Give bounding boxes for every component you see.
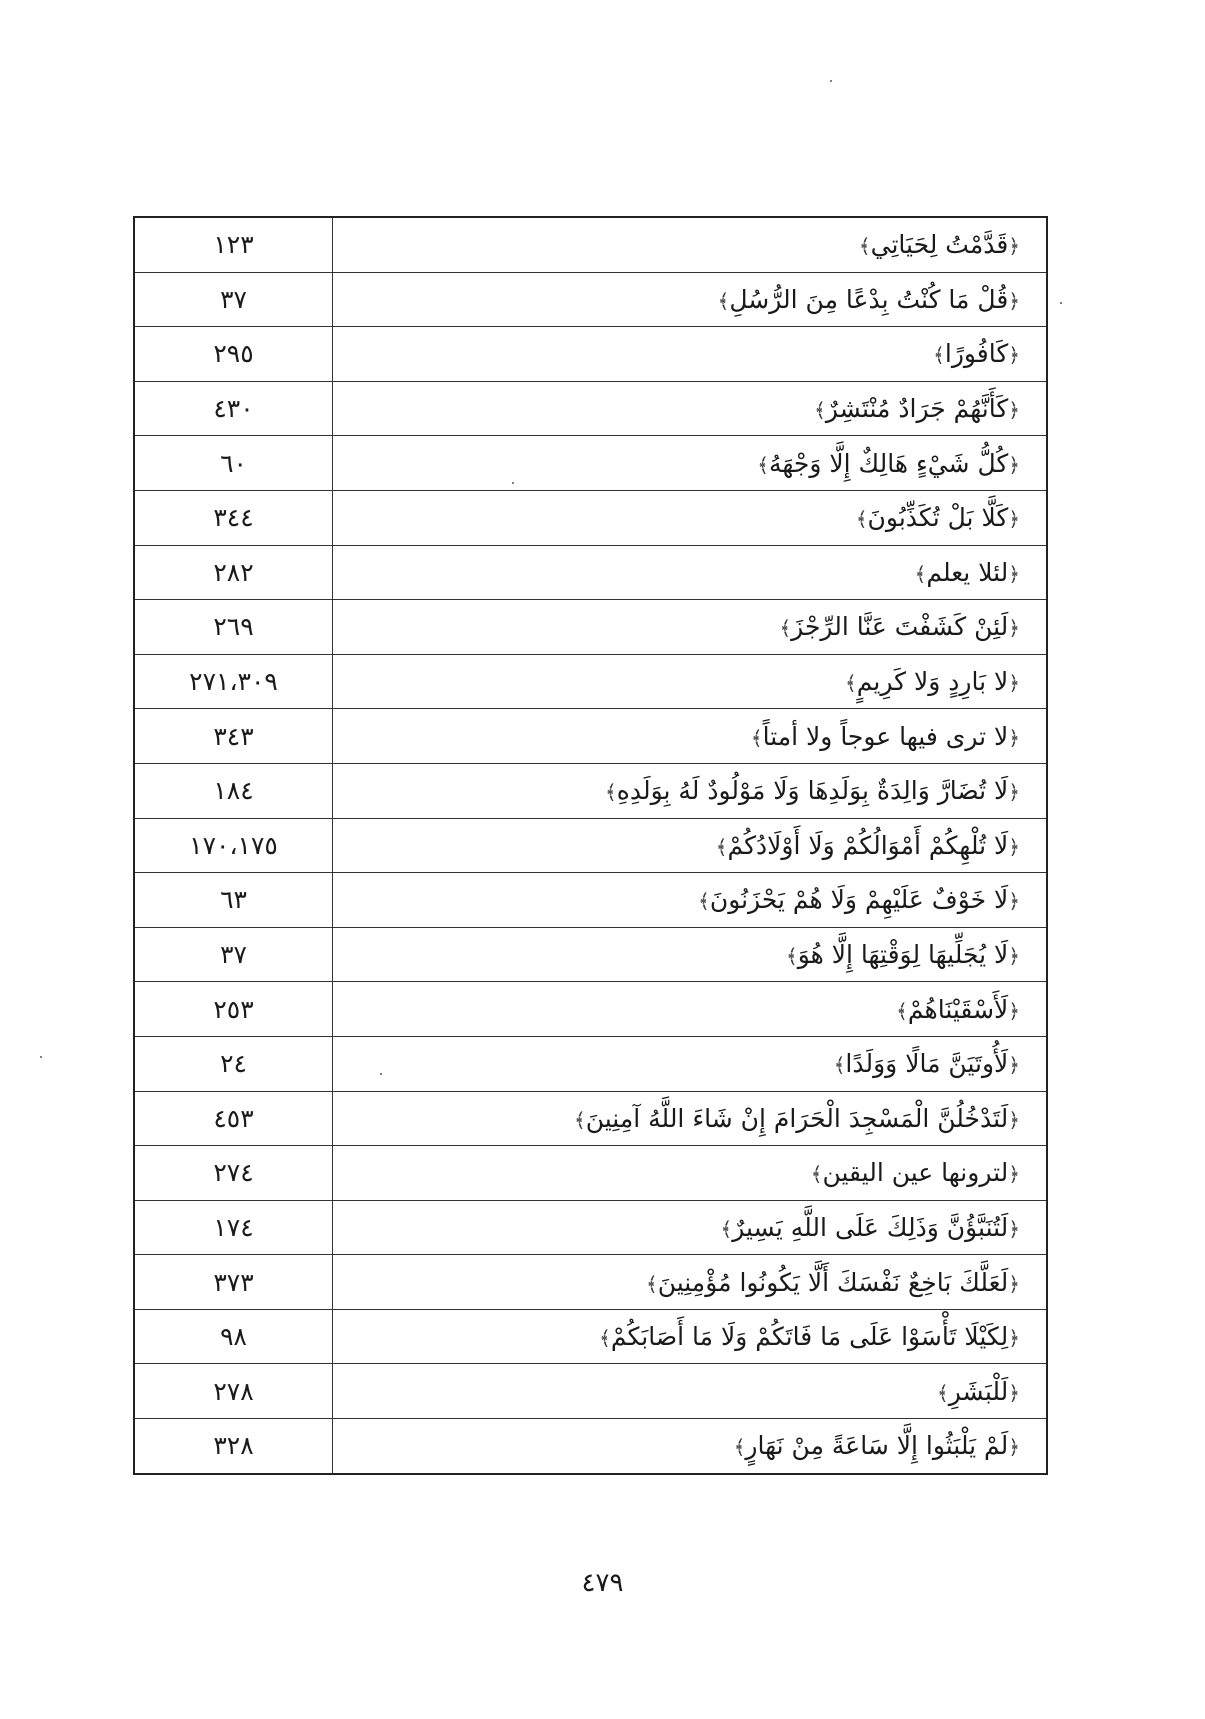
verse-cell xyxy=(333,436,1048,491)
ornate-bracket-open-icon: ﴿ xyxy=(1008,507,1020,532)
ornate-bracket-open-icon: ﴿ xyxy=(1008,944,1020,969)
page-references: ٣٤٣ xyxy=(134,709,333,764)
verse-text: لَتُنَبَّؤُنَّ وَذَلِكَ عَلَى اللَّهِ يَسِيرٌ xyxy=(732,1212,1009,1242)
ornate-bracket-open-icon: ﴿ xyxy=(1008,398,1020,423)
verse-text: لا ترى فيها عوجاً ولا أمتاً xyxy=(762,721,1009,751)
ornate-bracket-open-icon: ﴿ xyxy=(1008,1326,1020,1351)
verse-text: لَئِنْ كَشَفْتَ عَنَّا الرِّجْزَ xyxy=(791,612,1009,642)
page-references: ١٢٣ xyxy=(134,217,333,272)
ornate-bracket-open-icon: ﴿ xyxy=(1008,998,1020,1023)
page-references: ٣٤٤ xyxy=(134,490,333,545)
ornate-bracket-open-icon: ﴿ xyxy=(1008,288,1020,313)
page-references: ٢٤ xyxy=(134,1036,333,1091)
ornate-bracket-open-icon: ﴿ xyxy=(1008,561,1020,586)
verse-cell xyxy=(333,381,1048,436)
verse-text: قُلْ مَا كُنْتُ بِدْعًا مِنَ الرُّسُلِ xyxy=(729,284,1009,314)
ornate-bracket-close-icon: ﴾ xyxy=(845,671,857,696)
verse-cell xyxy=(333,1146,1048,1201)
page-references: ٣٧٣ xyxy=(134,1255,333,1310)
table-row xyxy=(134,327,1047,382)
table-row xyxy=(134,1255,1047,1310)
ornate-bracket-close-icon: ﴾ xyxy=(933,343,945,368)
ornate-bracket-open-icon: ﴿ xyxy=(1008,343,1020,368)
table-row xyxy=(134,436,1047,491)
verse-cell xyxy=(333,873,1048,928)
ornate-bracket-close-icon: ﴾ xyxy=(855,507,868,532)
page-references: ٢٧٨ xyxy=(134,1364,333,1419)
verse-cell xyxy=(333,600,1048,655)
ornate-bracket-close-icon: ﴾ xyxy=(810,1162,823,1187)
verse-cell xyxy=(333,982,1048,1037)
table-row xyxy=(134,873,1047,928)
ornate-bracket-close-icon: ﴾ xyxy=(605,780,617,805)
ornate-bracket-open-icon: ﴿ xyxy=(1008,1216,1020,1241)
table-row xyxy=(134,763,1047,818)
page-references: ١٨٤ xyxy=(134,763,333,818)
verse-cell xyxy=(333,327,1048,382)
page-references: ١٧٠،١٧٥ xyxy=(134,818,333,873)
verse-text: لَتَدْخُلُنَّ الْمَسْجِدَ الْحَرَامَ إِنْ شَاءَ اللَّهُ آمِنِينَ xyxy=(585,1103,1009,1133)
scan-speck xyxy=(1060,302,1062,304)
ornate-bracket-close-icon: ﴾ xyxy=(715,834,728,859)
ornate-bracket-open-icon: ﴿ xyxy=(1008,1162,1020,1187)
ornate-bracket-close-icon: ﴾ xyxy=(914,561,927,586)
table-row xyxy=(134,1036,1047,1091)
ornate-bracket-close-icon: ﴾ xyxy=(717,288,730,313)
table-row xyxy=(134,982,1047,1037)
verse-cell xyxy=(333,709,1048,764)
ornate-bracket-close-icon: ﴾ xyxy=(733,1435,746,1460)
page-references: ٣٧ xyxy=(134,272,333,327)
verse-text: لئلا يعلم xyxy=(926,557,1009,587)
table-row xyxy=(134,1200,1047,1255)
verse-text: لَا تُضَارَّ وَالِدَةٌ بِوَلَدِهَا وَلَا مَوْلُودٌ لَهُ بِوَلَدِهِ xyxy=(616,776,1009,806)
ornate-bracket-close-icon: ﴾ xyxy=(757,452,769,477)
page-references: ٢٨٢ xyxy=(134,545,333,600)
ornate-bracket-close-icon: ﴾ xyxy=(858,234,871,259)
page-references: ٤٣٠ xyxy=(134,381,333,436)
verse-text: لَا تُلْهِكُمْ أَمْوَالُكُمْ وَلَا أَوْلَادُكُمْ xyxy=(727,830,1009,860)
page-references: ٢٩٥ xyxy=(134,327,333,382)
ornate-bracket-close-icon: ﴾ xyxy=(785,944,798,969)
verse-text: لا بَارِدٍ وَلا كَرِيمٍ xyxy=(856,667,1009,697)
verse-cell xyxy=(333,1091,1048,1146)
verse-cell xyxy=(333,654,1048,709)
page-references: ١٧٤ xyxy=(134,1200,333,1255)
ornate-bracket-close-icon: ﴾ xyxy=(574,1107,586,1132)
ornate-bracket-open-icon: ﴿ xyxy=(1008,452,1020,477)
ornate-bracket-open-icon: ﴿ xyxy=(1008,834,1020,859)
table-row xyxy=(134,709,1047,764)
verse-cell xyxy=(333,490,1048,545)
ornate-bracket-open-icon: ﴿ xyxy=(1008,1380,1020,1405)
verse-cell xyxy=(333,545,1048,600)
verse-cell xyxy=(333,1364,1048,1419)
ornate-bracket-open-icon: ﴿ xyxy=(1008,616,1020,641)
verse-cell xyxy=(333,927,1048,982)
verse-cell xyxy=(333,1309,1048,1364)
verse-index-rows xyxy=(134,217,1047,1474)
page-references: ٩٨ xyxy=(134,1309,333,1364)
verse-text: لِكَيْلَا تَأْسَوْا عَلَى مَا فَاتَكُمْ وَلَا مَا أَصَابَكُمْ xyxy=(610,1322,1009,1352)
table-row xyxy=(134,818,1047,873)
table-row xyxy=(134,217,1047,272)
table-row xyxy=(134,1091,1047,1146)
ornate-bracket-close-icon: ﴾ xyxy=(937,1380,949,1405)
verse-cell xyxy=(333,1255,1048,1310)
page-references: ٢٦٩ xyxy=(134,600,333,655)
page-references: ٤٥٣ xyxy=(134,1091,333,1146)
verse-text: لَأُوتَيَنَّ مَالًا وَوَلَدًا xyxy=(845,1049,1009,1079)
verse-cell xyxy=(333,818,1048,873)
verse-cell xyxy=(333,763,1048,818)
ornate-bracket-close-icon: ﴾ xyxy=(698,889,710,914)
ornate-bracket-open-icon: ﴿ xyxy=(1008,1053,1020,1078)
verse-cell xyxy=(333,1200,1048,1255)
verse-cell xyxy=(333,1036,1048,1091)
page-references: ٢٥٣ xyxy=(134,982,333,1037)
ornate-bracket-open-icon: ﴿ xyxy=(1008,1107,1020,1132)
verse-text: لَلْبَشَرِ xyxy=(948,1376,1009,1406)
verse-text: لَا يُجَلِّيهَا لِوَقْتِهَا إِلَّا هُوَ xyxy=(797,940,1009,970)
verse-text: كُلُّ شَيْءٍ هَالِكٌ إِلَّا وَجْهَهُ xyxy=(768,448,1009,478)
verse-text: كَافُورًا xyxy=(944,339,1009,369)
verse-text: لَا خَوْفٌ عَلَيْهِمْ وَلَا هُمْ يَحْزَنُونَ xyxy=(709,885,1009,915)
verse-text: كَلَّا بَلْ تُكَذِّبُونَ xyxy=(867,503,1009,533)
ornate-bracket-close-icon: ﴾ xyxy=(779,616,792,641)
page-number: ٤٧٩ xyxy=(581,1568,624,1598)
verse-text: لَمْ يَلْبَثُوا إِلَّا سَاعَةً مِنْ نَهَارٍ xyxy=(745,1431,1009,1461)
ornate-bracket-close-icon: ﴾ xyxy=(599,1326,611,1351)
scan-speck xyxy=(512,482,514,484)
table-row xyxy=(134,1309,1047,1364)
table-row xyxy=(134,490,1047,545)
verse-text: لَعَلَّكَ بَاخِعٌ نَفْسَكَ أَلَّا يَكُونُوا مُؤْمِنِينَ xyxy=(657,1267,1009,1297)
ornate-bracket-close-icon: ﴾ xyxy=(645,1271,658,1296)
verse-cell xyxy=(333,217,1048,272)
ornate-bracket-open-icon: ﴿ xyxy=(1008,671,1020,696)
ornate-bracket-open-icon: ﴿ xyxy=(1008,889,1020,914)
ornate-bracket-open-icon: ﴿ xyxy=(1008,780,1020,805)
ornate-bracket-close-icon: ﴾ xyxy=(833,1053,846,1078)
ornate-bracket-close-icon: ﴾ xyxy=(720,1216,733,1241)
verse-text: لَأَسْقَيْنَاهُمْ xyxy=(907,994,1009,1024)
verse-cell xyxy=(333,272,1048,327)
table-row xyxy=(134,1364,1047,1419)
page-references: ٣٢٨ xyxy=(134,1419,333,1474)
table-row xyxy=(134,600,1047,655)
page-references: ٣٧ xyxy=(134,927,333,982)
table-row xyxy=(134,545,1047,600)
verse-index-table xyxy=(133,216,1048,1475)
scan-speck xyxy=(380,1073,382,1075)
table-row xyxy=(134,381,1047,436)
page-references: ٢٧١،٣٠٩ xyxy=(134,654,333,709)
verse-text: لترونها عين اليقين xyxy=(822,1158,1009,1188)
table-row xyxy=(134,1146,1047,1201)
table-row xyxy=(134,1419,1047,1474)
verse-cell xyxy=(333,1419,1048,1474)
verse-text: كَأَنَّهُمْ جَرَادٌ مُنْتَشِرٌ xyxy=(825,394,1009,424)
ornate-bracket-open-icon: ﴿ xyxy=(1008,1271,1020,1296)
ornate-bracket-close-icon: ﴾ xyxy=(896,998,908,1023)
ornate-bracket-open-icon: ﴿ xyxy=(1008,725,1020,750)
page-references: ٢٧٤ xyxy=(134,1146,333,1201)
table-row xyxy=(134,272,1047,327)
verse-text: قَدَّمْتُ لِحَيَاتِي xyxy=(870,230,1009,260)
scan-speck xyxy=(40,1056,42,1058)
scan-speck xyxy=(830,80,832,82)
ornate-bracket-open-icon: ﴿ xyxy=(1008,234,1020,259)
ornate-bracket-open-icon: ﴿ xyxy=(1008,1435,1020,1460)
page-references: ٦٣ xyxy=(134,873,333,928)
page-references: ٦٠ xyxy=(134,436,333,491)
table-row xyxy=(134,927,1047,982)
ornate-bracket-close-icon: ﴾ xyxy=(750,725,763,750)
ornate-bracket-close-icon: ﴾ xyxy=(814,398,826,423)
table-row xyxy=(134,654,1047,709)
